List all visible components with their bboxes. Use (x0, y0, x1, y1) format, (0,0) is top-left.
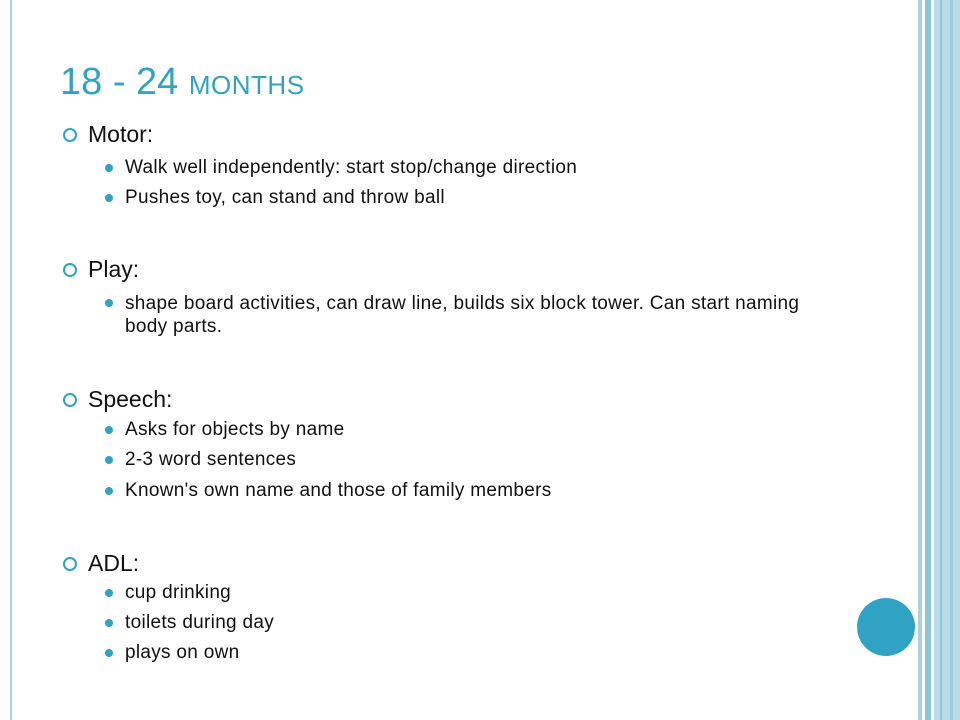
level2-bullet-icon (105, 194, 113, 202)
level1-bullet-icon (63, 128, 77, 142)
right-decor-stripe (940, 0, 942, 720)
list-item: shape board activities, can draw line, builds six block tower. Can start naming body parts. (125, 293, 800, 337)
list-item: Asks for objects by name (125, 419, 345, 440)
right-decor-stripe (934, 0, 960, 720)
level2-bullet-icon (105, 649, 113, 657)
level2-bullet-icon (105, 426, 113, 434)
section-heading-motor: Motor: (88, 121, 154, 147)
title-word: MONTHS (188, 70, 305, 100)
list-item: plays on own (125, 642, 240, 663)
list-item: toilets during day (125, 612, 275, 633)
list-item: Pushes toy, can stand and throw ball (125, 187, 445, 208)
list-item: cup drinking (125, 582, 232, 603)
title-number: 18 - 24 (60, 61, 179, 103)
section-heading-adl: ADL: (88, 550, 140, 576)
section-heading-play: Play: (88, 256, 140, 282)
level2-bullet-icon (105, 456, 113, 464)
right-decor-stripe (950, 0, 953, 720)
section-heading-speech: Speech: (88, 386, 173, 412)
list-item: Walk well independently: start stop/change direction (125, 157, 578, 178)
level2-bullet-icon (105, 299, 113, 307)
right-decor-stripe (918, 0, 922, 720)
level2-bullet-icon (105, 164, 113, 172)
level1-bullet-icon (63, 263, 77, 277)
level2-bullet-icon (105, 589, 113, 597)
level2-bullet-icon (105, 487, 113, 495)
level2-bullet-icon (105, 619, 113, 627)
list-item: Known's own name and those of family members (125, 480, 552, 501)
level1-bullet-icon (63, 557, 77, 571)
list-item: 2-3 word sentences (125, 449, 297, 470)
level1-bullet-icon (63, 393, 77, 407)
right-decor-stripe (925, 0, 931, 720)
